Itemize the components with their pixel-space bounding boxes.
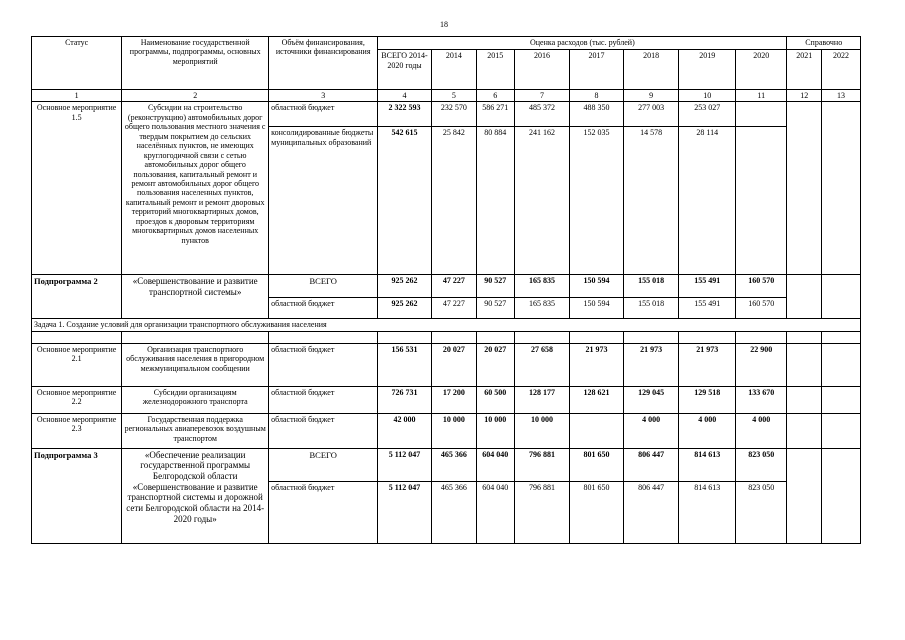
value-cell: 801 650 xyxy=(570,448,624,481)
value-cell: 10 000 xyxy=(514,413,570,448)
value-cell: 90 527 xyxy=(476,298,514,319)
value-cell xyxy=(736,127,787,275)
activity-name: Субсидии организациям железнодорожного транспорта xyxy=(122,386,269,413)
column-number-row xyxy=(32,90,861,102)
empty-cell xyxy=(476,331,514,343)
value-cell: 155 018 xyxy=(623,275,679,298)
empty-cell xyxy=(431,331,476,343)
empty-cell xyxy=(736,331,787,343)
header-year: 2018 xyxy=(623,50,679,90)
value-cell: 5 112 047 xyxy=(378,448,432,481)
header-ref-year: 2021 xyxy=(787,50,822,90)
status-cell: Основное мероприятие 2.2 xyxy=(32,386,122,413)
column-number: 1 xyxy=(32,90,122,102)
value-cell: 586 271 xyxy=(476,102,514,127)
header-estimate: Оценка расходов (тыс. рублей) xyxy=(378,37,787,50)
header-volume: Объём финансирования, источники финансирования xyxy=(269,37,378,90)
table-row xyxy=(32,102,861,127)
table-row xyxy=(32,386,861,413)
funding-source: областной бюджет xyxy=(269,386,378,413)
header-year: 2020 xyxy=(736,50,787,90)
status-cell: Подпрограмма 2 xyxy=(32,275,122,319)
value-cell: 156 531 xyxy=(378,343,432,386)
page-number: 18 xyxy=(440,20,448,29)
value-cell: 4 000 xyxy=(736,413,787,448)
value-cell: 542 615 xyxy=(378,127,432,275)
header-reference: Справочно xyxy=(787,37,861,50)
value-cell: 796 881 xyxy=(514,481,570,543)
funding-source: ВСЕГО xyxy=(269,275,378,298)
column-number: 5 xyxy=(431,90,476,102)
value-cell: 814 613 xyxy=(679,481,736,543)
value-cell: 796 881 xyxy=(514,448,570,481)
value-cell: 160 570 xyxy=(736,275,787,298)
value-cell: 814 613 xyxy=(679,448,736,481)
funding-source: консолидированные бюджеты муниципальных образований xyxy=(269,127,378,275)
status-cell: Основное мероприятие 1.5 xyxy=(32,102,122,275)
value-cell: 5 112 047 xyxy=(378,481,432,543)
empty-cell xyxy=(623,331,679,343)
task-row xyxy=(32,319,861,331)
header-year: 2015 xyxy=(476,50,514,90)
header-year: 2014 xyxy=(431,50,476,90)
value-cell: 165 835 xyxy=(514,298,570,319)
activity-name: Организация транспортного обслуживания населения в пригородном межмуниципальном сообщении xyxy=(122,343,269,386)
value-cell: 925 262 xyxy=(378,275,432,298)
header-row-1 xyxy=(32,37,861,50)
empty-cell xyxy=(570,331,624,343)
value-cell: 21 973 xyxy=(570,343,624,386)
empty-cell xyxy=(822,331,861,343)
column-number: 9 xyxy=(623,90,679,102)
value-cell: 152 035 xyxy=(570,127,624,275)
value-cell xyxy=(736,102,787,127)
status-cell: Основное мероприятие 2.1 xyxy=(32,343,122,386)
funding-source: ВСЕГО xyxy=(269,448,378,481)
column-number: 6 xyxy=(476,90,514,102)
subprogram-name: «Обеспечение реализации государственной программы Белгородской области «Совершенствование и развитие транспортной системы и дорожной сети Белгородской области на 2014-2020 годы» xyxy=(122,448,269,543)
value-cell: 801 650 xyxy=(570,481,624,543)
value-cell: 17 200 xyxy=(431,386,476,413)
table-row xyxy=(32,448,861,481)
value-cell: 241 162 xyxy=(514,127,570,275)
column-number: 12 xyxy=(787,90,822,102)
reference-cell xyxy=(822,275,861,319)
funding-source: областной бюджет xyxy=(269,481,378,543)
value-cell: 20 027 xyxy=(431,343,476,386)
value-cell: 485 372 xyxy=(514,102,570,127)
task-title: Задача 1. Создание условий для организации транспортного обслуживания населения xyxy=(32,319,861,331)
value-cell: 21 973 xyxy=(679,343,736,386)
subprogram-name: «Совершенствование и развитие транспортной системы» xyxy=(122,275,269,319)
value-cell: 465 366 xyxy=(431,481,476,543)
status-cell: Подпрограмма 3 xyxy=(32,448,122,543)
value-cell: 232 570 xyxy=(431,102,476,127)
reference-cell xyxy=(787,448,822,543)
funding-source: областной бюджет xyxy=(269,298,378,319)
value-cell: 488 350 xyxy=(570,102,624,127)
value-cell: 27 658 xyxy=(514,343,570,386)
value-cell: 604 040 xyxy=(476,448,514,481)
value-cell: 253 027 xyxy=(679,102,736,127)
value-cell: 4 000 xyxy=(679,413,736,448)
value-cell: 80 884 xyxy=(476,127,514,275)
reference-cell xyxy=(787,413,822,448)
empty-cell xyxy=(787,331,822,343)
funding-source: областной бюджет xyxy=(269,343,378,386)
value-cell: 277 003 xyxy=(623,102,679,127)
column-number: 4 xyxy=(378,90,432,102)
empty-cell xyxy=(269,331,378,343)
activity-name: Субсидии на строительство (реконструкцию) автомобильных дорог общего пользования местного значения с твердым покрытием до сельских населённых пунктов, не имеющих круглогодичной связи с сетью автомобильных дорог общего пользования, капитальный ремонт и ремонт автомобильных дорог общего пользования населенных пунктов, капитальный ремонт и ремонт дворовых территорий многоквартирных домов, проездов к дворовым территориям многоквартирных домов населенных пунктов xyxy=(122,102,269,275)
empty-cell xyxy=(32,331,122,343)
value-cell: 10 000 xyxy=(431,413,476,448)
value-cell: 133 670 xyxy=(736,386,787,413)
value-cell: 128 177 xyxy=(514,386,570,413)
spacer-row xyxy=(32,331,861,343)
value-cell: 155 491 xyxy=(679,298,736,319)
value-cell: 20 027 xyxy=(476,343,514,386)
value-cell: 10 000 xyxy=(476,413,514,448)
funding-source: областной бюджет xyxy=(269,102,378,127)
value-cell: 42 000 xyxy=(378,413,432,448)
value-cell: 150 594 xyxy=(570,298,624,319)
value-cell: 128 621 xyxy=(570,386,624,413)
column-number: 13 xyxy=(822,90,861,102)
column-number: 10 xyxy=(679,90,736,102)
value-cell: 129 518 xyxy=(679,386,736,413)
header-year: 2019 xyxy=(679,50,736,90)
value-cell: 2 322 593 xyxy=(378,102,432,127)
empty-cell xyxy=(378,331,432,343)
value-cell: 47 227 xyxy=(431,275,476,298)
table-row xyxy=(32,343,861,386)
activity-name: Государственная поддержка региональных авиаперевозок воздушным транспортом xyxy=(122,413,269,448)
header-ref-year: 2022 xyxy=(822,50,861,90)
value-cell: 806 447 xyxy=(623,481,679,543)
table-row xyxy=(32,413,861,448)
status-cell: Основное мероприятие 2.3 xyxy=(32,413,122,448)
value-cell: 165 835 xyxy=(514,275,570,298)
value-cell: 806 447 xyxy=(623,448,679,481)
value-cell: 90 527 xyxy=(476,275,514,298)
column-number: 7 xyxy=(514,90,570,102)
column-number: 2 xyxy=(122,90,269,102)
value-cell: 22 900 xyxy=(736,343,787,386)
reference-cell xyxy=(822,102,861,275)
empty-cell xyxy=(679,331,736,343)
value-cell: 155 491 xyxy=(679,275,736,298)
empty-cell xyxy=(514,331,570,343)
value-cell: 4 000 xyxy=(623,413,679,448)
reference-cell xyxy=(822,386,861,413)
header-total: ВСЕГО 2014-2020 годы xyxy=(378,50,432,90)
value-cell: 155 018 xyxy=(623,298,679,319)
empty-cell xyxy=(122,331,269,343)
table-row xyxy=(32,275,861,298)
reference-cell xyxy=(822,413,861,448)
header-name: Наименование государственной программы, подпрограммы, основных мероприятий xyxy=(122,37,269,90)
value-cell: 726 731 xyxy=(378,386,432,413)
value-cell: 25 842 xyxy=(431,127,476,275)
column-number: 8 xyxy=(570,90,624,102)
header-status: Статус xyxy=(32,37,122,90)
funding-source: областной бюджет xyxy=(269,413,378,448)
value-cell: 160 570 xyxy=(736,298,787,319)
value-cell: 47 227 xyxy=(431,298,476,319)
value-cell: 150 594 xyxy=(570,275,624,298)
value-cell: 604 040 xyxy=(476,481,514,543)
value-cell: 60 500 xyxy=(476,386,514,413)
value-cell xyxy=(570,413,624,448)
value-cell: 823 050 xyxy=(736,481,787,543)
column-number: 11 xyxy=(736,90,787,102)
header-year: 2017 xyxy=(570,50,624,90)
reference-cell xyxy=(787,386,822,413)
value-cell: 129 045 xyxy=(623,386,679,413)
header-year: 2016 xyxy=(514,50,570,90)
reference-cell xyxy=(787,275,822,319)
budget-table xyxy=(31,36,861,544)
column-number: 3 xyxy=(269,90,378,102)
reference-cell xyxy=(787,102,822,275)
value-cell: 925 262 xyxy=(378,298,432,319)
value-cell: 823 050 xyxy=(736,448,787,481)
value-cell: 465 366 xyxy=(431,448,476,481)
value-cell: 21 973 xyxy=(623,343,679,386)
value-cell: 14 578 xyxy=(623,127,679,275)
reference-cell xyxy=(787,343,822,386)
reference-cell xyxy=(822,448,861,543)
reference-cell xyxy=(822,343,861,386)
value-cell: 28 114 xyxy=(679,127,736,275)
